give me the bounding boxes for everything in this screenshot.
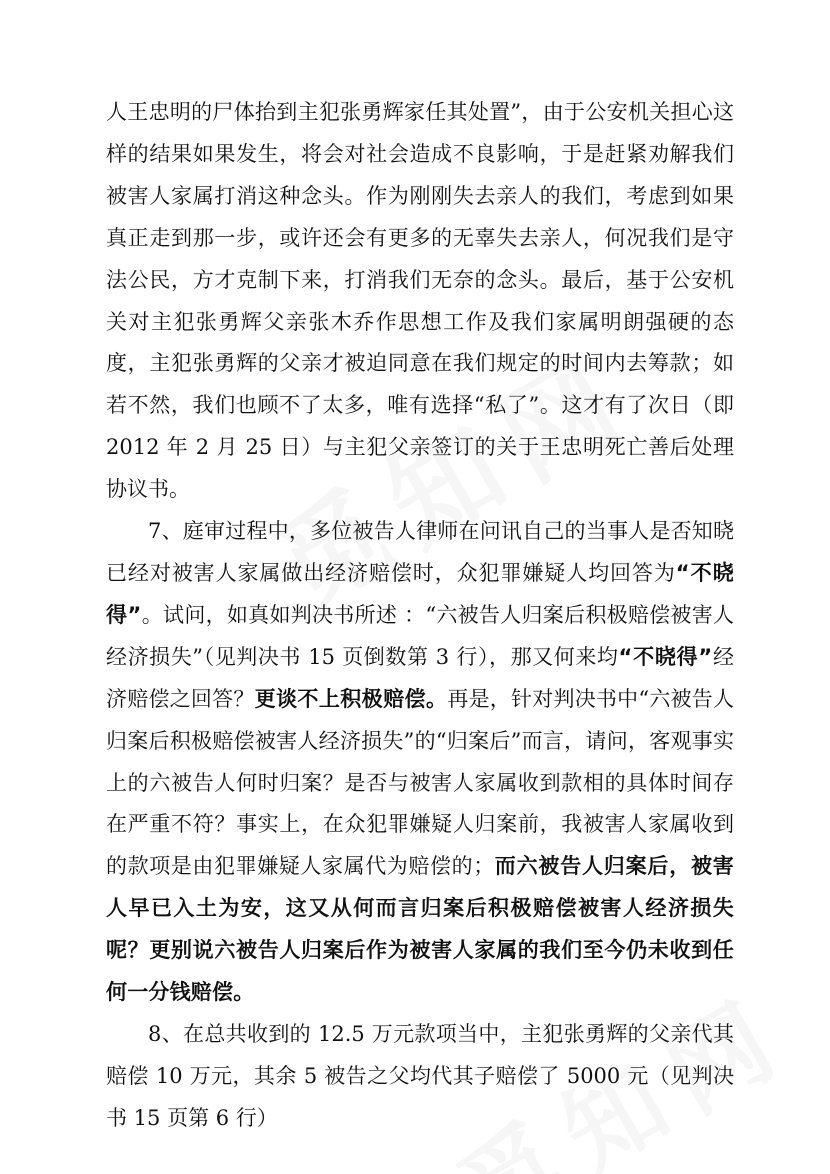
paragraph-continued [106, 92, 734, 511]
item-7-text-1: 7、庭审过程中，多位被告人律师在问讯自己的当事人是否知晓已经对被害人家属做出经济赔偿时，众犯罪嫌疑人均回答为 [106, 519, 734, 585]
paragraph-item-7 [106, 511, 734, 1014]
item-7-emphasis-2: 而六被告人归案后，被害人早已入土为安，这又从何而言归案后积极赔偿被害人经济损失呢？更别说六被告人归案后作为被害人家属的我们至今仍未收到任何一分钱赔偿。 [106, 854, 735, 1005]
item-7-text-3: 经济赔偿之回答？ [106, 644, 734, 711]
item-7-quote-bold-2: “不晓得” [618, 644, 713, 669]
paragraph-item-8 [106, 1014, 734, 1140]
item-7-text-2: 。试问，如真如判决书所述 ：“六被告人归案后积极赔偿被害人经济损失”（见判决书 15 页倒数第 3 行），那又何来均 [106, 602, 734, 669]
item-7-quote-bold-1: “不晓得” [106, 560, 734, 627]
item-8-text: 8、在总共收到的 12.5 万元款项当中，主犯张勇辉的父亲代其赔偿 10 万元，其余 5 被告之父均代其子赔偿了 5000 元（见判决书 15 页第 6 行） [106, 1021, 734, 1130]
paragraph-text: 人王忠明的尸体抬到主犯张勇辉家任其处置”，由于公安机关担心这样的结果如果发生，将会对社会造成不良影响，于是赶紧劝解我们被害人家属打消这种念头。作为刚刚失去亲人的我们，考虑到如果真正走到那一步，或许还会有更多的无辜失去亲人，何况我们是守法公民，方才克制下来，打消我们无奈的念头。最后，基于公安机关对主犯张勇辉父亲张木乔作思想工作及我们家属明朗强硬的态度，主犯张勇辉的父亲才被迫同意在我们规定的时间内去筹款；如若不然，我们也顾不了太多，唯有选择“私了”。这才有了次日（即 2012 年 2 月 25 日）与主犯父亲签订的关于王忠明死亡善后处理协议书。 [106, 100, 734, 502]
item-7-emphasis-1: 更谈不上积极赔偿。 [254, 686, 448, 711]
item-7-text-4: 再是，针对判决书中“六被告人归案后积极赔偿被害人经济损失”的“归案后”而言，请问，客观事实上的六被告人何时归案？是否与被害人家属收到款相的具体时间存在严重不符？事实上，在众犯罪嫌疑人归案前，我被害人家属收到的款项是由犯罪嫌疑人家属代为赔偿的； [106, 686, 734, 879]
document-body [106, 92, 734, 1140]
